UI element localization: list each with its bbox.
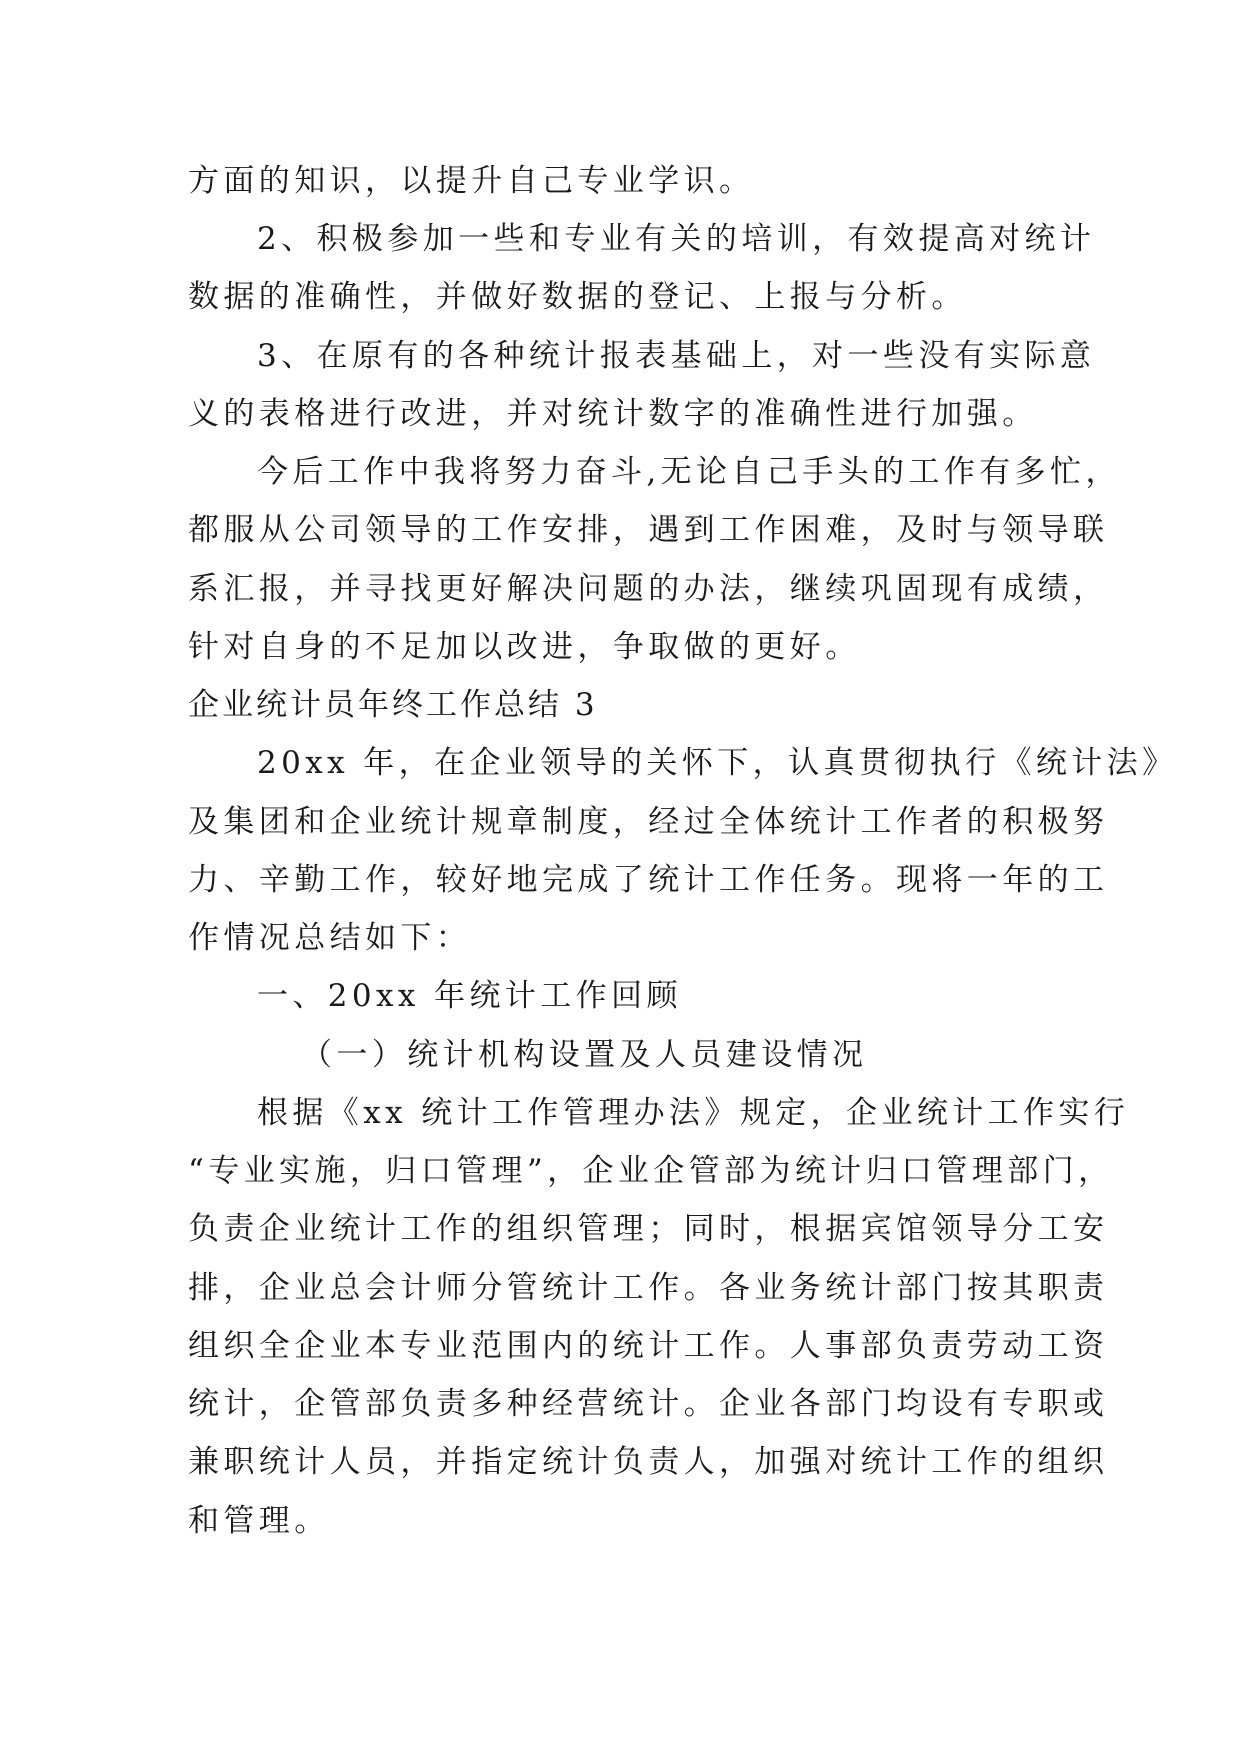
section-title: 企业统计员年终工作总结 3 [188, 687, 598, 723]
paragraph-start: 根据《xx 统计工作管理办法》规定，企业统计工作实行 [257, 1095, 1130, 1131]
body-text-line: 力、辛勤工作，较好地完成了统计工作任务。现将一年的工 [188, 862, 1109, 898]
subheading-2: （一）统计机构设置及人员建设情况 [301, 1037, 868, 1073]
body-text-line: 和管理。 [188, 1503, 330, 1539]
paragraph-start: 今后工作中我将努力奋斗,无论自己手头的工作有多忙， [257, 454, 1121, 490]
body-text-line: 兼职统计人员，并指定统计负责人，加强对统计工作的组织 [188, 1444, 1109, 1480]
body-text-line: 组织全企业本专业范围内的统计工作。人事部负责劳动工资 [188, 1328, 1109, 1364]
body-text-line: 统计，企管部负责多种经营统计。企业各部门均设有专职或 [188, 1386, 1109, 1422]
body-text-line: 方面的知识，以提升自己专业学识。 [188, 163, 755, 199]
body-text-line: 数据的准确性，并做好数据的登记、上报与分析。 [188, 279, 967, 315]
body-text-line: 作情况总结如下： [188, 920, 472, 956]
body-text-line: 义的表格进行改进，并对统计数字的准确性进行加强。 [188, 396, 1038, 432]
body-text-line: 针对自身的不足加以改进，争取做的更好。 [188, 629, 861, 665]
list-item-3: 3、在原有的各种统计报表基础上，对一些没有实际意 [257, 338, 1096, 374]
body-text-line: 及集团和企业统计规章制度，经过全体统计工作者的积极努 [188, 804, 1109, 840]
body-text-line: 排，企业总会计师分管统计工作。各业务统计部门按其职责 [188, 1270, 1109, 1306]
subheading-1: 一、20xx 年统计工作回顾 [257, 978, 682, 1014]
paragraph-start: 20xx 年，在企业领导的关怀下，认真贯彻执行《统计法》 [257, 745, 1178, 781]
body-text-line: 负责企业统计工作的组织管理；同时，根据宾馆领导分工安 [188, 1211, 1109, 1247]
body-text-line: 系汇报，并寻找更好解决问题的办法，继续巩固现有成绩， [188, 571, 1109, 607]
body-text-line: 都服从公司领导的工作安排，遇到工作困难，及时与领导联 [188, 512, 1109, 548]
list-item-2: 2、积极参加一些和专业有关的培训，有效提高对统计 [257, 221, 1096, 257]
body-text-line: “专业实施，归口管理”，企业企管部为统计归口管理部门， [188, 1153, 1114, 1189]
